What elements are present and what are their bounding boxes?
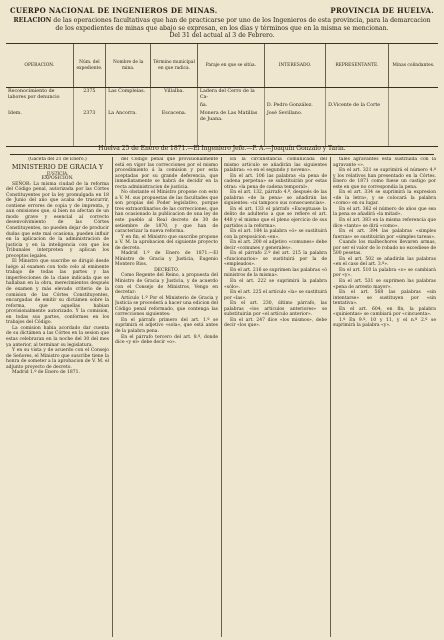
section-heading: JUSTICIA.	[46, 170, 69, 176]
table-cell: Escacena.	[151, 110, 198, 124]
relation-title	[10, 17, 434, 40]
paragraph: En el art. 222 se suprimirá la palabra «sólo».	[224, 279, 327, 290]
table-row	[6, 110, 438, 124]
article-column	[224, 157, 327, 637]
paragraph: En el art. 133 el párrafo «Exceptuase la delito de adulterio a que se refiere el art. 448 y el mismo que el pleno ejercicio de sus partidos a la reforma».	[224, 206, 327, 229]
table-cell	[326, 110, 389, 124]
table-spacer-cell	[264, 124, 325, 147]
table-spacer-row	[6, 124, 438, 147]
paragraph: En el art. 383 en la misma referencia que dice «tanto» se dirá «como».	[333, 218, 436, 229]
table-header-cell: Núm. del expediente.	[73, 44, 105, 88]
table-header-cell: OPERACION.	[6, 44, 73, 88]
operations-table	[6, 43, 438, 147]
table-cell: 2375	[73, 88, 105, 103]
paragraph: En el párrafo 2.º del art. 215 la palabra «funcionarios» se sustituirá por la de «empleados».	[224, 251, 327, 268]
table-cell: José Sevillano.	[264, 110, 325, 124]
paragraph: En el art. 247 dice «los mismos», debe decir «los que».	[224, 317, 327, 329]
table-cell	[6, 102, 73, 110]
table-cell	[388, 110, 438, 124]
table-header-cell: Término municipal en que radica.	[151, 44, 198, 88]
paragraph: 1.º En 9.º, 10 y 11, y el n.º 2.º se suprimirá la palabra «y».	[333, 317, 436, 329]
paragraph: No obstante el Ministro propone con esto a V. M. sus propuestas de las facultades que son propias del Poder legislativo, porque tres extraordinarios de las correcciones, que han ocasionado la publicacion de una ley de este pueblo al Real decreto de 30 de setiembre de 1870, y que han de caracterizar la nueva reforma.	[115, 190, 218, 235]
paragraph: En el párrafo tercero del art. 8.º, donde dice «y el» debe decir «o».	[115, 334, 218, 346]
paragraph: El Ministro que suscribe se dirigió desde luégo al examen con todo celo al eminente trabajo de todas las partes y las imperfecciones de la clase indicada que se hallaban en la obra, merecimientos después de examen y más elevado criterio de la comision de las Córtes Constituyentes, encargadas de emitir su dictámen sobre la reforma, que aquellas habian provisionalmente autorizado. Y la comision, en todas sus partes, conformes en los trabajos del Código.	[6, 259, 109, 326]
signature-line: Huelva 25 de Enero de 1871.—El Ingeniero Jefe.—P. A.—Joaquín Gonzalo y Tarin.	[10, 145, 434, 155]
table-cell	[388, 88, 438, 103]
paragraph: En el art. 502 se añadirán las palabras «en el caso del art. 3.º».	[333, 256, 436, 268]
paragraph: En el art. 225 el artículo «la» se sustituirá por «las».	[224, 290, 327, 301]
paragraph: En el art. 362 el número de años que sea la pena se añadirá «la mitad».	[333, 206, 436, 218]
paragraph: En el art. 184 la palabra «ó» se sustituirá con la preposicion «en».	[224, 229, 327, 240]
paragraph: En el art. 200 el adjetivo «comunes» debe decir «comunes y generales».	[224, 240, 327, 251]
table-spacer-cell	[73, 124, 105, 147]
table-cell: Idem.	[8, 111, 22, 116]
paragraph: En el párrafo primero del art. 1.º se suprimirá el adjetivo «sola», que está antes de la palabra pena.	[115, 317, 218, 334]
paragraph: En el art. 394 las palabras «simples fuerzas» se sustituirán por «simples tareas».	[333, 229, 436, 240]
table-header-cell: Paraje en que se sitúa.	[197, 44, 264, 88]
table-cell: La Ancorra.	[106, 110, 151, 124]
table-cell: Monera de Las Matillas de Juana.	[197, 110, 264, 124]
table-body	[6, 88, 438, 147]
table-header-cell: REPRESENTANTE.	[326, 44, 389, 88]
table-header-cell: Nombre de la mina.	[106, 44, 151, 88]
title-text: de las operaciones facultativas que han de practicarse por uno de los Ingenieros de esta provincia, para la demarcacion de los expedientes de minas que abajo se expresan, en los dias y términos que en la misma se mencionan.	[51, 17, 431, 32]
paragraph: del Código penal que provisionalmente está en vigor las correcciones por el mismo procedimiento á la comision y por esta aceptadas por su grande deferencia, que inmediatamente se habrá de decidir en la recta administracion de justicia.	[115, 157, 218, 190]
paragraph: En el art. 321 se suprimirá el número 4.º y los relativos han presentado en la Córtes. Enero de 1871 como fuese un castigo por este en que no correspondia la pena.	[333, 168, 436, 190]
paragraph: Cuando los malhechores llevaren armas, por ser el valor de lo robado no excediese de 500 pesetas.	[333, 240, 436, 257]
article-column	[333, 157, 436, 637]
table-cell	[151, 102, 198, 110]
paragraph: En el art. 334 se suprimirá la expresion «de la letra», y se colocará la palabra «como» en su lugar.	[333, 190, 436, 207]
section-heading: MINISTERIO DE GRACIA Y	[11, 162, 104, 171]
paragraph: En el art. 216 se suprimen las palabras «ó ministros de la misma».	[224, 267, 327, 279]
table-cell: Las Compleias.	[106, 88, 151, 103]
paragraph: En el art. 604, en fin, la palabra «quinientas» se cambiará por «cincuenta».	[333, 306, 436, 318]
paragraph: La comision habia acordado dar cuenta de su dictámen a las Córtes en la sesion que estas celebraran en la noche del 30 del mes ya anterior, al terminar su legislatura.	[6, 325, 109, 348]
table-cell	[106, 102, 151, 110]
paragraph: En la circunstancia comunicada del mismo artículo se añadirán las siguientes palabras: «o en el segundo y noveno».	[224, 157, 327, 174]
table-cell: ña.	[197, 102, 264, 110]
paragraph: En el art. 531 se suprimen las palabras «pena de arresto mayor».	[333, 279, 436, 290]
paragraph: En el art. 568 las palabras «sin intentarse» se sustituyen por «sin tentativa».	[333, 290, 436, 307]
header-right: PROVINCIA DE HUELVA.	[330, 6, 434, 15]
header-left: CUERPO NACIONAL DE INGENIEROS DE MINAS.	[10, 6, 218, 15]
section-heading: DECRETO.	[154, 267, 179, 273]
paragraph: En el art. 510 la palabra «o» se cambiará por «y».	[333, 267, 436, 279]
paragraph: Artículo 1.º Por el Ministerio de Gracia y Justicia se procederá a hacer una edicion del Código penal reformado, que contenga las correcciones siguientes:	[115, 295, 218, 318]
title-dates: Del 31 del actual al 3 de Febrero.	[169, 32, 275, 40]
table-cell: D.Vicente de la Corte	[326, 102, 389, 110]
paragraph: En el art. 230, último párrafo, las palabras «los artículos anteriores» se substituirán por «el artículo anterior».	[224, 301, 327, 318]
table-cell: 2373	[73, 110, 105, 124]
title-bold: RELACION	[13, 17, 52, 24]
column-divider	[330, 157, 331, 637]
paragraph: SEÑOR: La misma ciudad de la reforma del Código penal, autorizada por las Córtes Constituyentes por la ley promulgada en 18 de Junio del año que acaba de trascurrir, contiene errores de copia y de imprenta, y aun omisiones que, si bien no afectan de un modo grave y esencial al correcto desenvolvimiento de las Córtes Constituyentes, no pueden dejar de producir dudas que este mal ocasiona, pueden influir en la aplicacion de la administracion de justicia y en la inteligencia con que los Tribunales interpreten y aplican los preceptos legales.	[6, 181, 109, 259]
table-spacer-cell	[326, 124, 389, 147]
table-spacer-cell	[388, 124, 438, 147]
paragraph: Y en fin, el Ministro que suscribe propone a V. M. la aprobacion del siguiente proyecto de decreto.	[115, 234, 218, 251]
paragraph: Como Regente del Reino, a propuesta del Ministro de Gracia y Justicia, y de acuerdo con el Consejo de Ministros, Vengo en decretar:	[115, 273, 218, 296]
table-spacer-cell	[197, 124, 264, 147]
table-header-cell: INTERESADO.	[264, 44, 325, 88]
paragraph: Madrid 1.º de Enero de 1871.—El Ministro de Gracia y Justicia, Eugenio Montero Rios.	[115, 251, 218, 268]
table-spacer-cell	[6, 124, 73, 147]
article-column	[115, 157, 218, 637]
table-cell: Reconocimiento de labores por denuncio	[8, 89, 60, 100]
paragraph: En el art. 106 las palabras «la pena de cadena perpetua» se substituirán por estas otras: «la pena de cadena temporal».	[224, 173, 327, 190]
table-cell: Villalba.	[151, 88, 198, 103]
section-heading: EXPOSICION.	[41, 176, 74, 182]
article-column	[6, 157, 109, 637]
table-cell	[264, 88, 325, 103]
paragraph: En el art. 132, párrafo 4.º, después de las palabras «de la pena» se añadirán las siguientes: «ni tampoco sus consecuencias».	[224, 190, 327, 207]
table-row	[6, 88, 438, 103]
column-divider	[221, 157, 222, 637]
table-cell: D. Pedro González.	[264, 102, 325, 110]
table-spacer-cell	[106, 124, 151, 147]
table-spacer-cell	[151, 124, 198, 147]
table-header-cell: Minas colindantes.	[388, 44, 438, 88]
paragraph: Madrid 1.º de Enero de 1871.	[12, 370, 80, 376]
table-cell	[326, 88, 389, 103]
paragraph: Y en su vista y de acuerdo con el Consejo de Señores, el Ministro que suscribe tiene la honra de someter a la aprobacion de V. M. el adjunto proyecto de decreto.	[6, 348, 109, 370]
section-heading: (Gaceta del 21 de Enero.)	[28, 157, 87, 162]
column-divider	[112, 157, 113, 637]
table-cell	[388, 102, 438, 110]
table-header-row	[6, 44, 438, 88]
table-cell	[73, 102, 105, 110]
table-row	[6, 102, 438, 110]
paragraph: tales agravantes está sustituida con la agravante «».	[333, 157, 436, 168]
table-cell: Ladera del Cerro de la Ca-	[197, 88, 264, 103]
